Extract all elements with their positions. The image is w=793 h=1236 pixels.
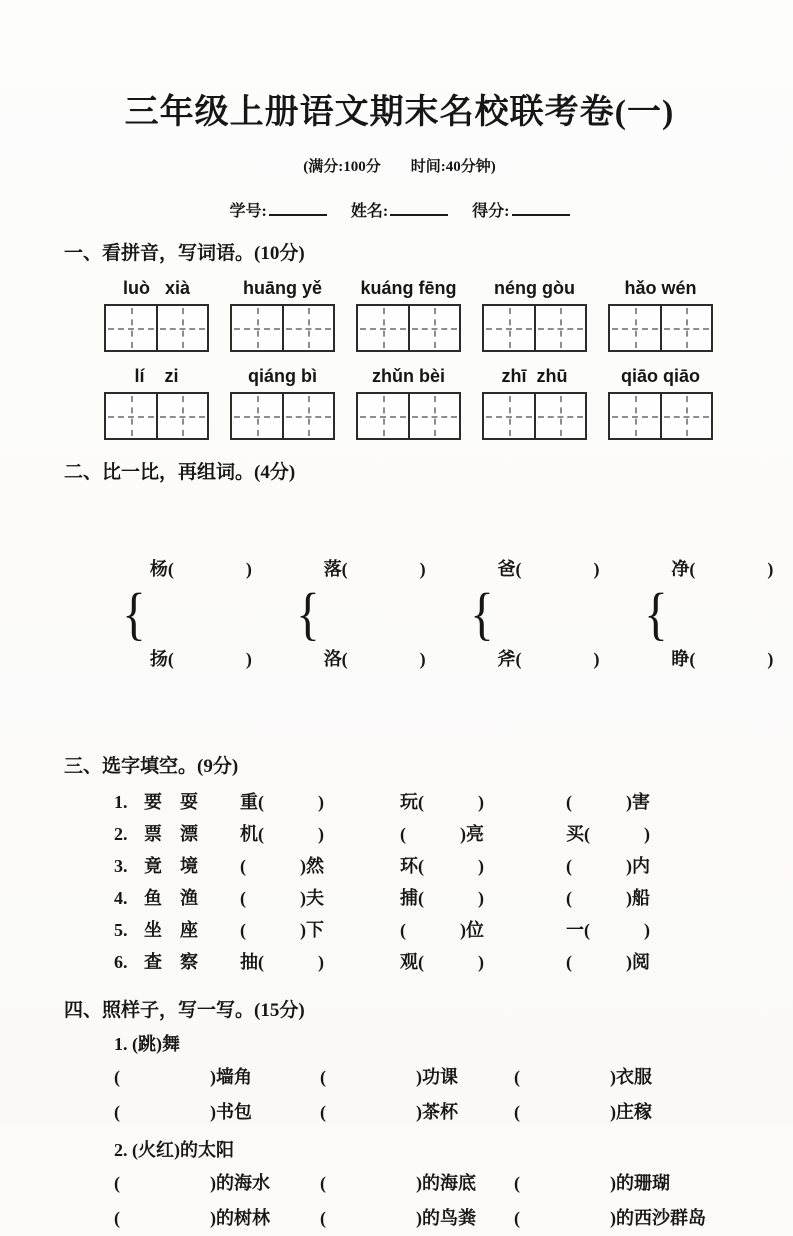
grid-cell (534, 394, 586, 438)
pinyin-label: qiáng bì (248, 366, 317, 386)
grid-cell (484, 394, 534, 438)
char-choices: 票 漂 (144, 824, 198, 844)
blank-item: ( )害 (566, 792, 650, 812)
pinyin-label: néng gòu (494, 278, 575, 298)
pair-top: 爸( ) (497, 559, 600, 579)
section-compare-words (64, 460, 774, 734)
fill-blank-row (64, 882, 735, 914)
section-2-heading: 二、比一比，再组词。(4分) (64, 462, 296, 483)
blank-item: 玩( ) (400, 792, 484, 812)
char-choices: 鱼 渔 (144, 888, 198, 908)
row-number: 6. (114, 952, 128, 972)
blank-item: ( )功课 (320, 1067, 458, 1087)
pair-bottom: 睁( ) (671, 649, 774, 669)
student-id-blank (269, 211, 327, 216)
pair-bottom: 扬( ) (149, 649, 252, 669)
row-number: 4. (114, 888, 128, 908)
grid-cell (358, 306, 408, 350)
pinyin-label: qiāo qiāo (620, 366, 700, 386)
grid-cell (232, 394, 282, 438)
pinyin-word-block (356, 364, 461, 440)
pinyin-word-block (608, 276, 713, 352)
writing-grid-box (356, 392, 461, 440)
blank-item: 机( ) (240, 824, 324, 844)
blank-item: ( )船 (566, 888, 650, 908)
pair-column (150, 494, 252, 734)
word-pair-group (294, 494, 426, 734)
section-pinyin-words (64, 241, 735, 440)
blank-item: ( )阅 (566, 952, 650, 972)
blank-item: 买( ) (566, 824, 650, 844)
blank-item: 重( ) (240, 792, 324, 812)
blank-item: ( )的鸟粪 (320, 1208, 476, 1228)
char-choices: 坐 座 (144, 920, 198, 940)
section-follow-example (64, 998, 735, 1236)
grid-cell (660, 306, 712, 350)
writing-grid-box (230, 392, 335, 440)
pair-top: 落( ) (323, 559, 426, 579)
student-info-line (64, 198, 735, 221)
char-choices: 要 耍 (144, 792, 198, 812)
pinyin-label: hǎo wén (624, 278, 697, 298)
blank-item: ( )的海底 (320, 1173, 476, 1193)
grid-cell (282, 394, 334, 438)
example-phrase: 2. (火红)的太阳 (114, 1140, 234, 1160)
word-pairs-row (120, 494, 774, 734)
left-brace: { (295, 581, 320, 646)
word-pair-group (468, 494, 600, 734)
blank-item: ( )墙角 (114, 1067, 252, 1087)
student-id-label: 学号: (229, 203, 267, 220)
left-brace: { (469, 581, 494, 646)
fill-blank-row (64, 850, 735, 882)
grid-cell (106, 306, 156, 350)
pair-bottom: 洛( ) (323, 649, 426, 669)
pinyin-word-block (608, 364, 713, 440)
section-1-heading: 一、看拼音，写词语。(10分) (64, 243, 305, 264)
row-number: 2. (114, 824, 128, 844)
writing-grid-box (230, 304, 335, 352)
grid-cell (484, 306, 534, 350)
writing-grid-box (104, 304, 209, 352)
grid-cell (232, 306, 282, 350)
pinyin-label: huāng yě (242, 278, 322, 298)
pinyin-word-block (482, 364, 587, 440)
blank-item: ( )的树林 (114, 1208, 270, 1228)
fill-blank-row (64, 946, 735, 978)
blank-item: 一( ) (566, 920, 650, 940)
pinyin-row-1 (104, 276, 735, 352)
pair-column (671, 494, 773, 734)
blank-item: ( )内 (566, 856, 650, 876)
grid-cell (156, 394, 208, 438)
left-brace: { (643, 581, 668, 646)
pair-top: 杨( ) (149, 559, 252, 579)
fill-blank-row (64, 1201, 735, 1236)
grid-cell (106, 394, 156, 438)
pinyin-label: lí zi (134, 366, 179, 386)
writing-grid-box (608, 304, 713, 352)
fill-blank-row (64, 1095, 735, 1130)
student-name-blank (390, 211, 448, 216)
blank-item: ( )位 (400, 920, 484, 940)
grid-cell (534, 306, 586, 350)
pinyin-word-block (104, 364, 209, 440)
student-score-blank (512, 211, 570, 216)
pinyin-word-block (230, 364, 335, 440)
blank-item: 观( ) (400, 952, 484, 972)
fill-blank-row (64, 914, 735, 946)
page-title: 三年级上册语文期末名校联考卷(一) (124, 94, 675, 131)
pinyin-word-block (230, 276, 335, 352)
grid-cell (610, 394, 660, 438)
fill-blank-row (64, 1166, 735, 1201)
word-pair-group (120, 494, 252, 734)
blank-item: ( )夫 (240, 888, 324, 908)
blank-item: ( )庄稼 (514, 1102, 652, 1122)
student-score-label: 得分: (472, 203, 510, 220)
pinyin-word-block (356, 276, 461, 352)
grid-cell (408, 306, 460, 350)
fill-blank-row (64, 786, 735, 818)
student-name-label: 姓名: (350, 203, 389, 220)
left-brace: { (122, 581, 146, 646)
blank-item: ( )然 (240, 856, 324, 876)
grid-cell (156, 306, 208, 350)
grid-cell (358, 394, 408, 438)
blank-item: ( )亮 (400, 824, 484, 844)
blank-item: ( )茶杯 (320, 1102, 458, 1122)
pair-column (498, 494, 600, 734)
blank-item: ( )的西沙群岛 (514, 1208, 706, 1228)
writing-grid-box (104, 392, 209, 440)
blank-item: ( )衣服 (514, 1067, 652, 1087)
char-choices: 查 察 (144, 952, 198, 972)
grid-cell (660, 394, 712, 438)
blank-item: ( )书包 (114, 1102, 252, 1122)
fill-blank-row (64, 818, 735, 850)
choose-character-rows (64, 786, 735, 978)
section-4-heading: 四、照样子，写一写。(15分) (64, 1000, 305, 1021)
pinyin-word-block (482, 276, 587, 352)
pinyin-label: zhǔn bèi (372, 366, 445, 386)
writing-grid-box (356, 304, 461, 352)
writing-grid-box (608, 392, 713, 440)
blank-item: 抽( ) (240, 952, 324, 972)
word-pair-group (642, 494, 774, 734)
blank-item: ( )的珊瑚 (514, 1173, 670, 1193)
pinyin-row-2 (104, 364, 735, 440)
blank-item: ( )下 (240, 920, 324, 940)
pinyin-label: luò xià (122, 278, 191, 298)
pinyin-label: zhī zhū (501, 366, 568, 386)
writing-grid-box (482, 392, 587, 440)
blank-item: 环( ) (400, 856, 484, 876)
pair-top: 净( ) (671, 559, 774, 579)
char-choices: 竟 境 (144, 856, 198, 876)
grid-cell (282, 306, 334, 350)
exam-meta: (满分:100分 时间:40分钟) (303, 159, 496, 175)
row-number: 3. (114, 856, 128, 876)
blank-item: ( )的海水 (114, 1173, 270, 1193)
row-number: 5. (114, 920, 128, 940)
pinyin-grid (104, 276, 735, 440)
pair-bottom: 斧( ) (497, 649, 600, 669)
writing-grid-box (482, 304, 587, 352)
pinyin-label: kuáng fēng (360, 278, 457, 298)
blank-item: 捕( ) (400, 888, 484, 908)
row-number: 1. (114, 792, 128, 812)
fill-blank-row (64, 1060, 735, 1095)
section-choose-character (64, 754, 735, 978)
pair-column (324, 494, 426, 734)
pinyin-word-block (104, 276, 209, 352)
grid-cell (610, 306, 660, 350)
section-3-heading: 三、选字填空。(9分) (64, 756, 239, 777)
example-phrase: 1. (跳)舞 (114, 1034, 180, 1054)
grid-cell (408, 394, 460, 438)
